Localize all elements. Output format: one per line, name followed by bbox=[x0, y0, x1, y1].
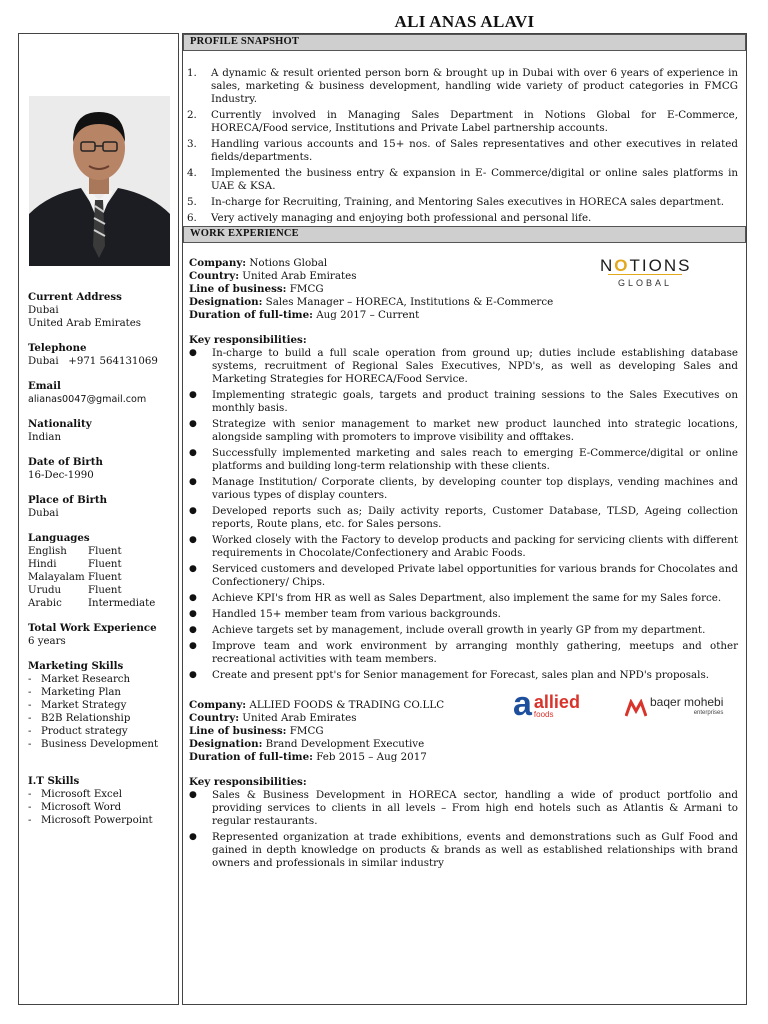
skill-text: Product strategy bbox=[41, 726, 128, 737]
language-row bbox=[28, 584, 178, 597]
language-level: Fluent bbox=[88, 546, 122, 557]
job-designation: Brand Development Executive bbox=[265, 738, 425, 750]
language-name: Malayalam bbox=[28, 572, 85, 583]
telephone-label: Telephone bbox=[28, 342, 87, 354]
it-skills-label: I.T Skills bbox=[28, 775, 80, 787]
responsibility-list bbox=[189, 789, 738, 870]
language-row bbox=[28, 545, 178, 558]
language-name: English bbox=[28, 546, 67, 557]
email-section bbox=[28, 380, 178, 406]
responsibility-item bbox=[189, 389, 738, 415]
language-level: Fluent bbox=[88, 572, 122, 583]
bullet-icon: ● bbox=[189, 477, 197, 487]
profile-item-text: Currently involved in Managing Sales Department in Notions Global for E-Commerce, HORECA/Food service, Institutions and Private Label partnership accounts. bbox=[211, 109, 738, 134]
responsibility-item bbox=[189, 534, 738, 560]
experience-label: Total Work Experience bbox=[28, 622, 157, 634]
skill-item: - Market Research bbox=[28, 674, 131, 685]
profile-item-text: In-charge for Recruiting, Training, and Mentoring Sales executives in HORECA sales department. bbox=[211, 196, 724, 208]
skill-item: - Microsoft Word bbox=[28, 802, 122, 813]
marketing-skills-section bbox=[28, 660, 178, 751]
pob-label: Place of Birth bbox=[28, 494, 108, 506]
job-line-of-business: FMCG bbox=[289, 283, 324, 295]
profile-item: 4. Implemented the business entry & expansion in E- Commerce/digital or online sales platforms in UAE & KSA. bbox=[187, 167, 738, 192]
language-level: Intermediate bbox=[88, 598, 156, 609]
responsibility-item bbox=[189, 592, 738, 605]
email-label: Email bbox=[28, 380, 61, 392]
responsibility-text: Manage Institution/ Corporate clients, by developing counter top displays, vending machines and various types of display counters. bbox=[212, 476, 738, 501]
bullet-icon: ● bbox=[189, 790, 197, 800]
responsibility-text: Successfully implemented marketing and sales reach to emerging E-Commerce/digital or online platforms and building long-term relationship with these clients. bbox=[212, 447, 738, 472]
profile-item-text: A dynamic & result oriented person born & brought up in Dubai with over 6 years of experience in sales, marketing & business development, handling wide variety of product categories in FMCG Industry. bbox=[211, 67, 738, 105]
job-entry bbox=[183, 685, 746, 870]
company-name: ALLIED FOODS & TRADING CO.LLC bbox=[249, 699, 445, 711]
profile-item-text: Handling various accounts and 15+ nos. of Sales representatives and other executives in related fields/departments. bbox=[211, 138, 738, 163]
language-name: Urudu bbox=[28, 585, 62, 596]
responsibility-text: Achieve targets set by management, include overall growth in yearly GP from my department. bbox=[212, 624, 706, 636]
language-level: Fluent bbox=[88, 585, 122, 596]
key-responsibilities-label: Key responsibilities: bbox=[189, 334, 307, 346]
profile-snapshot bbox=[183, 51, 746, 225]
nationality-label: Nationality bbox=[28, 418, 92, 430]
skill-text: Market Research bbox=[41, 674, 131, 685]
notions-global-logo: NOTIONS GLOBAL bbox=[600, 256, 692, 288]
skill-text: Microsoft Excel bbox=[41, 789, 123, 800]
responsibility-item bbox=[189, 789, 738, 828]
skill-item: - Microsoft Powerpoint bbox=[28, 815, 153, 826]
profile-item: 5. In-charge for Recruiting, Training, and Mentoring Sales executives in HORECA sales department. bbox=[187, 196, 724, 208]
dob-section bbox=[28, 456, 178, 482]
job-line-of-business: FMCG bbox=[289, 725, 324, 737]
skill-text: Business Development bbox=[41, 739, 159, 750]
job-meta: Company: Notions Global Country: United Arab Emirates Line of business: FMCG Designation: Sales Manager – HORECA, Institutions & E-Commerce Duration of full-time: Aug 2017 – Current bbox=[189, 257, 554, 321]
profile-item: 2. Currently involved in Managing Sales Department in Notions Global for E-Commerce, HORECA/Food service, Institutions and Private Label partnership accounts. bbox=[187, 109, 738, 134]
experience-value: 6 years bbox=[28, 636, 66, 647]
job-duration: Aug 2017 – Current bbox=[316, 309, 420, 321]
bullet-icon: ● bbox=[189, 535, 197, 545]
responsibility-item bbox=[189, 563, 738, 589]
languages-section bbox=[28, 532, 178, 610]
job-country: United Arab Emirates bbox=[242, 712, 357, 724]
main-column bbox=[182, 33, 747, 1005]
pob-section bbox=[28, 494, 178, 520]
responsibility-text: Serviced customers and developed Private label opportunities for various brands for Chocolates and Confectionery/ Chips. bbox=[212, 563, 738, 588]
address-line: United Arab Emirates bbox=[28, 318, 141, 329]
marketing-skills-label: Marketing Skills bbox=[28, 660, 124, 672]
sidebar-details bbox=[28, 291, 178, 839]
job-entry bbox=[183, 243, 746, 682]
address-label: Current Address bbox=[28, 291, 122, 303]
company-name: Notions Global bbox=[249, 257, 328, 269]
baqer-mohebi-logo: baqer mohebi enterprises bbox=[625, 697, 723, 719]
responsibility-item bbox=[189, 640, 738, 666]
address-line: Dubai bbox=[28, 305, 59, 316]
responsibility-item bbox=[189, 624, 738, 637]
bullet-icon: ● bbox=[189, 641, 197, 651]
it-skills-section bbox=[28, 775, 178, 827]
bullet-icon: ● bbox=[189, 419, 197, 429]
sidebar bbox=[18, 33, 179, 1005]
bullet-icon: ● bbox=[189, 506, 197, 516]
profile-item: 3. Handling various accounts and 15+ nos. of Sales representatives and other executives in related fields/departments. bbox=[187, 138, 738, 163]
job-country: United Arab Emirates bbox=[242, 270, 357, 282]
skill-text: Market Strategy bbox=[41, 700, 127, 711]
responsibility-item bbox=[189, 447, 738, 473]
responsibility-item bbox=[189, 831, 738, 870]
work-experience-heading: WORK EXPERIENCE bbox=[183, 226, 746, 243]
responsibility-text: Achieve KPI's from HR as well as Sales Department, also implement the same for my Sales force. bbox=[212, 592, 722, 604]
email-value: alianas0047@gmail.com bbox=[28, 394, 147, 405]
profile-snapshot-heading: PROFILE SNAPSHOT bbox=[183, 34, 746, 51]
bullet-icon: ● bbox=[189, 593, 197, 603]
bullet-icon: ● bbox=[189, 625, 197, 635]
skill-item: - Product strategy bbox=[28, 726, 128, 737]
experience-section bbox=[28, 622, 178, 648]
telephone-section bbox=[28, 342, 178, 368]
language-name: Hindi bbox=[28, 559, 57, 570]
pob-value: Dubai bbox=[28, 508, 59, 519]
responsibility-list bbox=[189, 347, 738, 682]
responsibility-text: Handled 15+ member team from various backgrounds. bbox=[212, 608, 501, 620]
bullet-icon: ● bbox=[189, 832, 197, 842]
nationality-value: Indian bbox=[28, 432, 61, 443]
responsibility-item bbox=[189, 669, 738, 682]
skill-item: - Microsoft Excel bbox=[28, 789, 123, 800]
responsibility-text: Sales & Business Development in HORECA sector, handling a wide of product portfolio and providing services to clients in all levels – From high end hotels such as Atlantis & Armani to regular restaurants. bbox=[212, 789, 738, 827]
bullet-icon: ● bbox=[189, 609, 197, 619]
skill-text: B2B Relationship bbox=[41, 713, 131, 724]
address-section bbox=[28, 291, 178, 330]
responsibility-text: In-charge to build a full scale operation from ground up; duties include establishing database systems, recruitment of Regional Sales Executives, NPD's, as well as developing Sales and Marketing Strategies for HORECA/Food Service. bbox=[212, 347, 738, 385]
job-meta: Company: ALLIED FOODS & TRADING CO.LLC Country: United Arab Emirates Line of business: FMCG Designation: Brand Development Executive Duration of full-time: Feb 2015 – Aug 2017 bbox=[189, 699, 445, 763]
bullet-icon: ● bbox=[189, 448, 197, 458]
bullet-icon: ● bbox=[189, 390, 197, 400]
allied-foods-logo: a allied foods bbox=[513, 685, 580, 723]
language-name: Arabic bbox=[28, 598, 62, 609]
profile-item-text: Implemented the business entry & expansion in E- Commerce/digital or online sales platforms in UAE & KSA. bbox=[211, 167, 738, 192]
candidate-name: ALI ANAS ALAVI bbox=[394, 12, 535, 31]
skill-text: Microsoft Powerpoint bbox=[41, 815, 153, 826]
language-row bbox=[28, 571, 178, 584]
responsibility-text: Worked closely with the Factory to develop products and packing for servicing clients with different requirements in Chocolate/Confectionery and Arabic Foods. bbox=[212, 534, 738, 559]
responsibility-item bbox=[189, 476, 738, 502]
nationality-section bbox=[28, 418, 178, 444]
responsibility-item bbox=[189, 505, 738, 531]
bullet-icon: ● bbox=[189, 670, 197, 680]
responsibility-text: Improve team and work environment by arranging monthly gathering, meetups and other recreational activities with team members. bbox=[212, 640, 738, 665]
responsibility-text: Represented organization at trade exhibitions, events and demonstrations such as Gulf Food and gained in depth knowledge on products & brands as well as established relationships with brand owners and professionals in similar industry bbox=[212, 831, 738, 869]
responsibility-text: Developed reports such as; Daily activity reports, Customer Database, TLSD, Ageing collection reports, Route plans, etc. for Sales persons. bbox=[212, 505, 738, 530]
skill-item: - Business Development bbox=[28, 739, 159, 750]
skill-item: - Market Strategy bbox=[28, 700, 127, 711]
profile-item-text: Very actively managing and enjoying both professional and personal life. bbox=[211, 212, 592, 224]
dob-value: 16-Dec-1990 bbox=[28, 470, 94, 481]
telephone-value: Dubai +971 564131069 bbox=[28, 356, 158, 367]
profile-item: 6. Very actively managing and enjoying both professional and personal life. bbox=[187, 212, 592, 224]
responsibility-item bbox=[189, 418, 738, 444]
skill-item: - B2B Relationship bbox=[28, 713, 131, 724]
responsibility-text: Implementing strategic goals, targets and product training sessions to the Sales Executives on monthly basis. bbox=[212, 389, 738, 414]
languages-label: Languages bbox=[28, 532, 90, 544]
skill-item: - Marketing Plan bbox=[28, 687, 121, 698]
skill-text: Microsoft Word bbox=[41, 802, 122, 813]
skill-text: Marketing Plan bbox=[41, 687, 121, 698]
language-level: Fluent bbox=[88, 559, 122, 570]
responsibility-item bbox=[189, 347, 738, 386]
key-responsibilities-label: Key responsibilities: bbox=[189, 776, 307, 788]
bullet-icon: ● bbox=[189, 564, 197, 574]
responsibility-text: Strategize with senior management to market new product launched into strategic locations, alongside sampling with promoters to improve visibility and offtakes. bbox=[212, 418, 738, 443]
language-row bbox=[28, 597, 178, 610]
bullet-icon: ● bbox=[189, 348, 197, 358]
job-designation: Sales Manager – HORECA, Institutions & E-Commerce bbox=[265, 296, 554, 308]
job-duration: Feb 2015 – Aug 2017 bbox=[316, 751, 427, 763]
profile-photo bbox=[29, 96, 170, 266]
language-row bbox=[28, 558, 178, 571]
responsibility-item bbox=[189, 608, 738, 621]
responsibility-text: Create and present ppt's for Senior management for Forecast, sales plan and NPD's proposals. bbox=[212, 669, 710, 681]
dob-label: Date of Birth bbox=[28, 456, 103, 468]
profile-item: 1. A dynamic & result oriented person born & brought up in Dubai with over 6 years of experience in sales, marketing & business development, handling wide variety of product categories in FMCG Industry. bbox=[187, 67, 738, 105]
